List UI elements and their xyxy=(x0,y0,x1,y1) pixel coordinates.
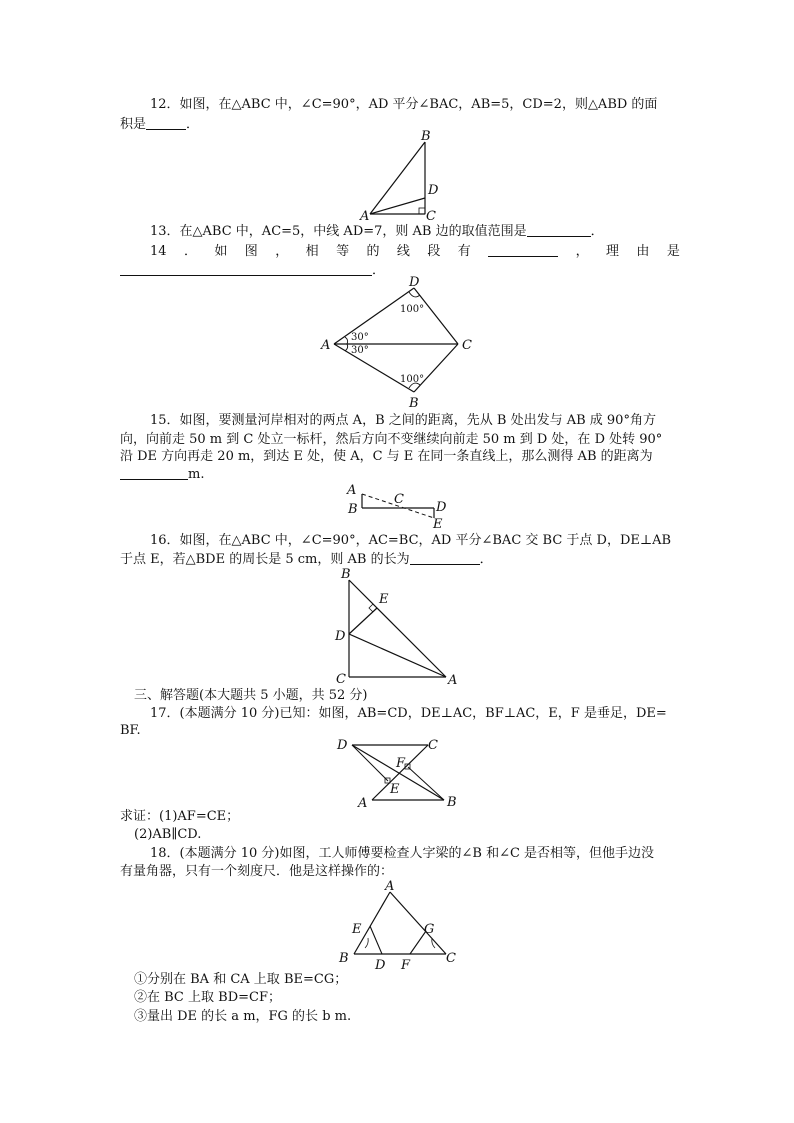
q16-label-a: A xyxy=(448,673,458,688)
q18-label-d: D xyxy=(375,958,386,973)
q14-end: ． xyxy=(372,263,386,278)
q17-line2: BF. xyxy=(120,723,141,738)
q14-c8: 线 xyxy=(396,244,410,259)
q12-line1: 12．如图，在△ABC 中，∠C=90°，AD 平分∠BAC，AB=5，CD=2，则△ABD 的面 xyxy=(150,97,658,112)
q12-figure xyxy=(360,129,440,224)
q14-c1: ． xyxy=(183,244,197,259)
q15-label-c: C xyxy=(394,492,404,507)
q12-end: ． xyxy=(186,117,200,132)
q18-label-f: F xyxy=(401,958,411,973)
q15-figure xyxy=(344,478,454,532)
q16-line2-text: 于点 E，若△BDE 的周长是 5 cm，则 AB 的长为 xyxy=(120,552,410,567)
q18-figure xyxy=(336,878,466,972)
q16-answer-blank[interactable] xyxy=(410,551,480,565)
q17-label-a: A xyxy=(358,796,368,811)
q16-label-c: C xyxy=(336,672,346,687)
q14-r1: 由 xyxy=(636,244,650,259)
q15-label-d: D xyxy=(436,500,447,515)
q14-angle-a2: 30° xyxy=(351,345,369,356)
q16-label-b: B xyxy=(341,567,351,582)
q14-angle-bottom: 100° xyxy=(400,374,425,385)
q13-answer-blank[interactable] xyxy=(527,223,591,237)
q14-line1 xyxy=(150,243,680,261)
q14-angle-a1: 30° xyxy=(351,332,369,343)
q18-line1: 18．(本题满分 10 分)如图，工人师傅要检查人字梁的∠B 和∠C 是否相等，但他手边没 xyxy=(150,846,655,861)
q14-angle-top: 100° xyxy=(400,304,425,315)
q16-end: ． xyxy=(479,552,493,567)
q16-line1: 16．如图，在△ABC 中，∠C=90°，AC=BC，AD 平分∠BAC 交 BC 于点 D，DE⊥AB xyxy=(150,533,672,548)
q17-figure xyxy=(334,734,464,812)
q14-r0: 理 xyxy=(606,244,620,259)
q17-label-e: E xyxy=(390,782,400,797)
q17-label-f: F xyxy=(396,756,406,771)
q15-unit: m. xyxy=(188,467,205,482)
q18-step-3: ③量出 DE 的长 a m，FG 的长 b m. xyxy=(134,1009,352,1024)
section-3-heading: 三、解答题(本大题共 5 小题，共 52 分) xyxy=(134,688,368,703)
q15-line2: 向，向前走 50 m 到 C 处立一标杆，然后方向不变继续向前走 50 m 到 D 处，在 D 处转 90° xyxy=(120,432,663,447)
q14-figure xyxy=(316,274,486,409)
q12-label-c: C xyxy=(426,209,436,224)
q14-c10: 有 xyxy=(457,244,471,259)
q15-label-a: A xyxy=(347,483,357,498)
q14-label-b: B xyxy=(409,396,419,411)
q14-answer-blank-1[interactable] xyxy=(488,243,558,257)
q14-c7: 的 xyxy=(366,244,380,259)
q17-label-b: B xyxy=(447,795,457,810)
q17-prove-2: (2)AB∥CD. xyxy=(134,827,202,842)
q17-line1: 17．(本题满分 10 分)已知：如图，AB=CD，DE⊥AC，BF⊥AC，E，F 是垂足，DE= xyxy=(150,706,667,721)
q15-label-e: E xyxy=(433,517,443,532)
q14-c0: 14 xyxy=(150,244,167,259)
q18-line2: 有量角器，只有一个刻度尺．他是这样操作的： xyxy=(120,864,394,879)
q13-text: 13．在△ABC 中，AC=5，中线 AD=7，则 AB 边的取值范围是 xyxy=(150,224,527,239)
q15-line1: 15．如图，要测量河岸相对的两点 A，B 之间的距离，先从 B 处出发与 AB 成 90°角方 xyxy=(150,413,656,428)
q12-label-a: A xyxy=(360,209,370,224)
q14-comma: ， xyxy=(575,244,589,259)
q12-label-b: B xyxy=(421,129,431,144)
q12-label-d: D xyxy=(428,183,439,198)
q17-label-d: D xyxy=(337,738,348,753)
q14-c2: 如 xyxy=(214,244,228,259)
q14-c6: 等 xyxy=(336,244,350,259)
q14-c9: 段 xyxy=(427,244,441,259)
q12-answer-blank[interactable] xyxy=(146,116,186,130)
q16-figure xyxy=(332,566,462,688)
q18-step-1: ①分别在 BA 和 CA 上取 BE=CG； xyxy=(134,972,348,987)
q17-label-c: C xyxy=(428,738,438,753)
q13-end: ． xyxy=(590,224,604,239)
q14-label-d: D xyxy=(409,275,420,290)
q14-c5: 相 xyxy=(305,244,319,259)
q18-label-c: C xyxy=(446,951,456,966)
q18-step-2: ②在 BC 上取 BD=CF； xyxy=(134,990,281,1005)
q18-label-e: E xyxy=(352,922,362,937)
q15-label-b: B xyxy=(348,502,358,517)
q18-label-b: B xyxy=(339,951,349,966)
q18-label-g: G xyxy=(424,922,435,937)
q13-line xyxy=(150,223,680,241)
q14-c4: ， xyxy=(275,244,289,259)
q12-line2-text: 积是 xyxy=(120,117,147,132)
q17-prove-1: 求证：(1)AF=CE； xyxy=(120,809,240,824)
q14-c3: 图 xyxy=(244,244,258,259)
q15-answer-blank[interactable] xyxy=(120,466,188,480)
q14-label-a: A xyxy=(321,338,331,353)
q14-label-c: C xyxy=(462,338,472,353)
q16-label-d: D xyxy=(335,629,346,644)
q14-r2: 是 xyxy=(666,244,680,259)
q15-line3: 沿 DE 方向再走 20 m，到达 E 处，使 A，C 与 E 在同一条直线上，那么测得 AB 的距离为 xyxy=(120,449,653,464)
q18-label-a: A xyxy=(385,879,395,894)
q16-label-e: E xyxy=(379,592,389,607)
